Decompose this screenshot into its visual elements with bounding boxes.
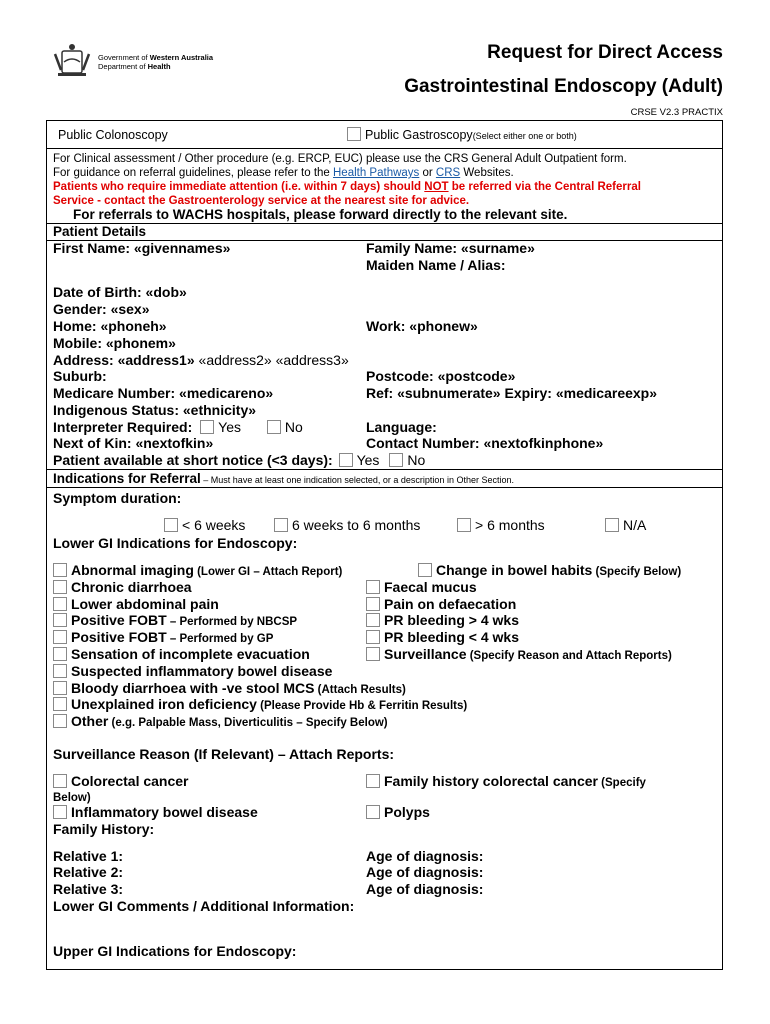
surveillance-heading: Surveillance Reason (If Relevant) – Attach Reports: (53, 746, 395, 762)
form-code: CRSE V2.3 PRACTIX (630, 107, 723, 118)
family-history-label: Family History: (53, 821, 155, 837)
lower-gi-item[interactable]: Sensation of incomplete evacuation (53, 646, 310, 663)
checkbox[interactable] (53, 664, 67, 678)
first-name-field[interactable]: First Name: «givennames» (53, 240, 231, 256)
lower-gi-item[interactable]: Surveillance (Specify Reason and Attach Reports) (366, 646, 672, 665)
government-crest-logo (52, 42, 92, 83)
divider (46, 223, 723, 224)
checkbox[interactable] (53, 613, 67, 627)
checkbox[interactable] (366, 613, 380, 627)
checkbox[interactable] (53, 714, 67, 728)
checkbox[interactable] (53, 580, 67, 594)
medicare-ref-field[interactable]: Ref: «subnumerate» Expiry: «medicareexp» (366, 385, 658, 401)
checkbox[interactable] (53, 597, 67, 611)
duration-option[interactable]: N/A (605, 517, 646, 534)
indications-heading: Indications for Referral – Must have at least one indication selected, or a description in Other Section. (53, 471, 514, 486)
symptom-duration-label: Symptom duration: (53, 490, 182, 506)
lower-gi-item[interactable]: Other (e.g. Palpable Mass, Diverticulitis – Specify Below) (53, 713, 388, 732)
checkbox[interactable] (53, 647, 67, 661)
suburb-field[interactable]: Suburb: (53, 368, 107, 384)
checkbox[interactable] (274, 518, 288, 532)
age-of-diagnosis-3[interactable]: Age of diagnosis: (366, 881, 484, 897)
urgent-warning-2: Service - contact the Gastroenterology service at the nearest site for advice. (53, 195, 470, 207)
checkbox[interactable] (53, 697, 67, 711)
surveillance-item[interactable]: Inflammatory bowel disease (53, 804, 258, 821)
lower-gi-item[interactable]: Unexplained iron deficiency (Please Provide Hb & Ferritin Results) (53, 696, 467, 715)
home-phone-field[interactable]: Home: «phoneh» (53, 318, 167, 334)
short-notice-row: Patient available at short notice (<3 days): Yes No (53, 452, 426, 468)
indigenous-status-field[interactable]: Indigenous Status: «ethnicity» (53, 402, 257, 418)
lower-gi-comments-field[interactable]: Lower GI Comments / Additional Information: (53, 898, 355, 914)
checkbox[interactable] (366, 630, 380, 644)
urgent-warning: Patients who require immediate attention (i.e. within 7 days) should NOT be referred via the Central Referral (53, 181, 641, 193)
checkbox[interactable] (53, 681, 67, 695)
wachs-notice: For referrals to WACHS hospitals, please forward directly to the relevant site. (73, 207, 568, 222)
short-notice-no-checkbox[interactable] (389, 453, 403, 467)
age-of-diagnosis-2[interactable]: Age of diagnosis: (366, 864, 484, 880)
checkbox[interactable] (366, 647, 380, 661)
mobile-field[interactable]: Mobile: «phonem» (53, 335, 176, 351)
form-title: Request for Direct Access (487, 42, 723, 63)
surveillance-item[interactable]: Family history colorectal cancer (Specify (366, 773, 646, 792)
dob-field[interactable]: Date of Birth: «dob» (53, 284, 187, 300)
crs-link[interactable]: CRS (435, 167, 461, 179)
lower-gi-item[interactable]: Faecal mucus (366, 579, 477, 596)
colonoscopy-option: Public Colonoscopy (58, 128, 168, 142)
surveillance-item[interactable]: Colorectal cancer (53, 773, 189, 790)
checkbox[interactable] (418, 563, 432, 577)
duration-option[interactable]: > 6 months (457, 517, 545, 534)
lower-gi-item[interactable]: Abnormal imaging (Lower GI – Attach Report) (53, 562, 342, 581)
health-pathways-link[interactable]: Health Pathways (333, 167, 420, 179)
patient-details-heading: Patient Details (53, 224, 147, 239)
gastroscopy-option[interactable]: Public Gastroscopy(Select either one or both) (347, 127, 577, 145)
checkbox[interactable] (53, 774, 67, 788)
note-guidelines: For guidance on referral guidelines, please refer to the Health Pathways or CRS Websites. (53, 167, 514, 179)
checkbox[interactable] (366, 805, 380, 819)
checkbox[interactable] (605, 518, 619, 532)
interpreter-no-checkbox[interactable] (267, 420, 281, 434)
address-field[interactable]: Address: «address1» «address2» «address3» (53, 352, 349, 368)
age-of-diagnosis-1[interactable]: Age of diagnosis: (366, 848, 484, 864)
checkbox[interactable] (53, 563, 67, 577)
work-phone-field[interactable]: Work: «phonew» (366, 318, 478, 334)
lower-gi-item[interactable]: PR bleeding < 4 wks (366, 629, 519, 646)
lower-gi-item[interactable]: Pain on defaecation (366, 596, 516, 613)
government-name: Government of Western Australia Department of Health (98, 53, 214, 71)
next-of-kin-field[interactable]: Next of Kin: «nextofkin» (53, 435, 214, 451)
checkbox[interactable] (53, 630, 67, 644)
relative-1-field[interactable]: Relative 1: (53, 848, 124, 864)
surveillance-item[interactable]: Polyps (366, 804, 430, 821)
lower-gi-item[interactable]: PR bleeding > 4 wks (366, 612, 519, 629)
interpreter-row: Interpreter Required: Yes No (53, 419, 303, 435)
checkbox[interactable] (457, 518, 471, 532)
lower-gi-item[interactable]: Positive FOBT – Performed by NBCSP (53, 612, 297, 631)
checkbox[interactable] (366, 580, 380, 594)
upper-gi-heading: Upper GI Indications for Endoscopy: (53, 943, 297, 959)
medicare-field[interactable]: Medicare Number: «medicareno» (53, 385, 274, 401)
maiden-name-field[interactable]: Maiden Name / Alias: (366, 257, 506, 273)
short-notice-yes-checkbox[interactable] (339, 453, 353, 467)
lower-gi-item[interactable]: Positive FOBT – Performed by GP (53, 629, 273, 648)
postcode-field[interactable]: Postcode: «postcode» (366, 368, 516, 384)
language-field[interactable]: Language: (366, 419, 437, 435)
gender-field[interactable]: Gender: «sex» (53, 301, 150, 317)
family-name-field[interactable]: Family Name: «surname» (366, 240, 535, 256)
divider (46, 148, 723, 149)
form-subtitle: Gastrointestinal Endoscopy (Adult) (404, 76, 723, 97)
checkbox[interactable] (53, 805, 67, 819)
relative-2-field[interactable]: Relative 2: (53, 864, 124, 880)
checkbox[interactable] (366, 774, 380, 788)
relative-3-field[interactable]: Relative 3: (53, 881, 124, 897)
duration-option[interactable]: < 6 weeks (164, 517, 245, 534)
duration-option[interactable]: 6 weeks to 6 months (274, 517, 420, 534)
lower-gi-item[interactable]: Change in bowel habits (Specify Below) (418, 562, 681, 581)
specify-below-note: Below) (53, 792, 91, 804)
lower-gi-heading: Lower GI Indications for Endoscopy: (53, 535, 298, 551)
gastroscopy-checkbox[interactable] (347, 127, 361, 141)
interpreter-yes-checkbox[interactable] (200, 420, 214, 434)
lower-gi-item[interactable]: Chronic diarrhoea (53, 579, 192, 596)
lower-gi-item[interactable]: Lower abdominal pain (53, 596, 219, 613)
note-clinical-assessment: For Clinical assessment / Other procedure (e.g. ERCP, EUC) please use the CRS General Adult Outpatient form. (53, 153, 627, 165)
lower-gi-item[interactable]: Suspected inflammatory bowel disease (53, 663, 332, 680)
checkbox[interactable] (366, 597, 380, 611)
checkbox[interactable] (164, 518, 178, 532)
lower-gi-item[interactable]: Bloody diarrhoea with -ve stool MCS (Attach Results) (53, 680, 406, 699)
contact-number-field[interactable]: Contact Number: «nextofkinphone» (366, 435, 604, 451)
